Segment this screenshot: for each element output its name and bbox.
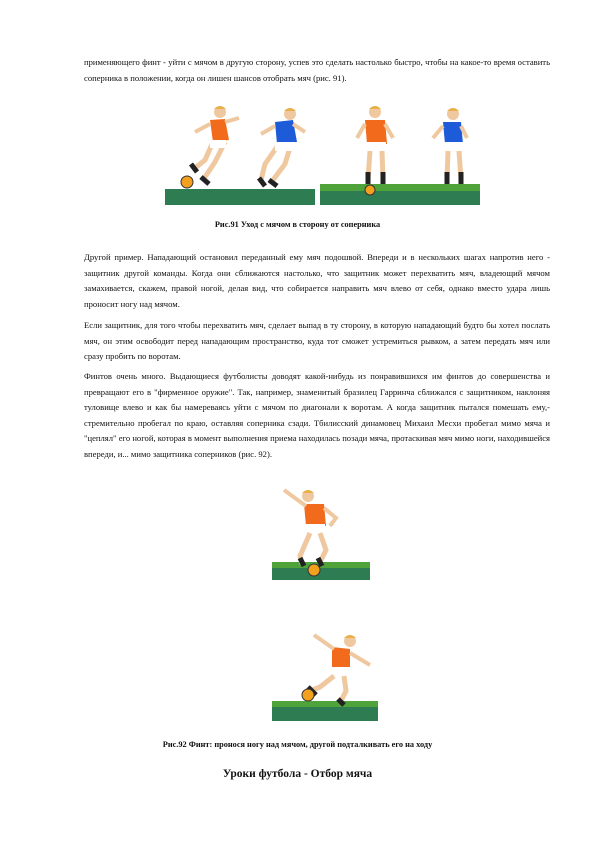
paragraph-intro-continued: применяющего финт - уйти с мячом в другую сторону, успев это сделать настолько быстро, чтобы на какое-то время оставить соперника в положении, когда он лишен шансов отобрать мяч (рис. 91). (84, 57, 550, 83)
player-orange-standing (357, 106, 393, 184)
paragraph-many-feints: Финтов очень много. Выдающиеся футболисты доводят какой-нибудь из понравившихся им финтов до совершенства и превращают его в "фирменное оружие". Так, например, знаменитый бразилец Гарринча сближался с защитником, наклоняя туловище влево и как бы намереваясь уйти с мячом по диагонали к воротам. А когда защитник пытался помешать ему,- стремительно пробегал по краю, оставляя соперника сзади. Тбилисский динамовец Михаил Месхи пробегал мимо мяча и "цеплял" его ногой, которая в момент выполнения приема находилась позади мяча, протаскивая мяч мимо ноги, находившейся впереди, и... мимо защитника соперников (рис. 92). (84, 371, 550, 459)
section-heading: Уроки футбола - Отбор мяча (222, 768, 373, 780)
grass-strip-left (165, 189, 315, 205)
player-orange-dribbling (191, 106, 239, 184)
figure-92-top (270, 482, 370, 582)
ball-fig92-top (308, 564, 320, 576)
player-orange-feint-bottom (308, 635, 370, 705)
player-blue-standing (433, 108, 467, 184)
figure-91 (165, 102, 550, 210)
player-orange-feint-top (284, 490, 336, 566)
ball-left (181, 176, 193, 188)
grass-strip-fig92-bottom (272, 705, 378, 721)
ball-right (365, 185, 375, 195)
player-blue-defender (259, 108, 305, 186)
grass-strip-fig92-top (272, 566, 370, 580)
paragraph-another-example: Другой пример. Нападающий остановил переданный ему мяч подошвой. Впереди и в нескольких шагах напротив него - защитник другой команды. Когда они сближаются настолько, что защитник может перехватить мяч, владеющий мячом замахивается, скажем, правой ногой, делая вид, что собирается направить мяч влево от себя, однако вместо удара лишь проносит ногу над мячом. (84, 252, 550, 309)
ball-fig92-bottom (302, 689, 314, 701)
figure-92-bottom (270, 625, 380, 727)
figure-92-caption: Рис.92 Финт: пронося ногу над мячом, другой подталкивать его на ходу (162, 740, 433, 749)
paragraph-defender-lunge: Если защитник, для того чтобы перехватить мяч, сделает выпад в ту сторону, в которую нападающий будто бы хотел послать мяч, он этим освободит перед нападающим пространство, куда тот сможет устремиться рывком, а затем передать мяч или сразу пробить по воротам. (84, 320, 550, 361)
grass-strip-right (320, 189, 480, 205)
figure-91-caption: Рис.91 Уход с мячом в сторону от соперника (214, 220, 381, 229)
